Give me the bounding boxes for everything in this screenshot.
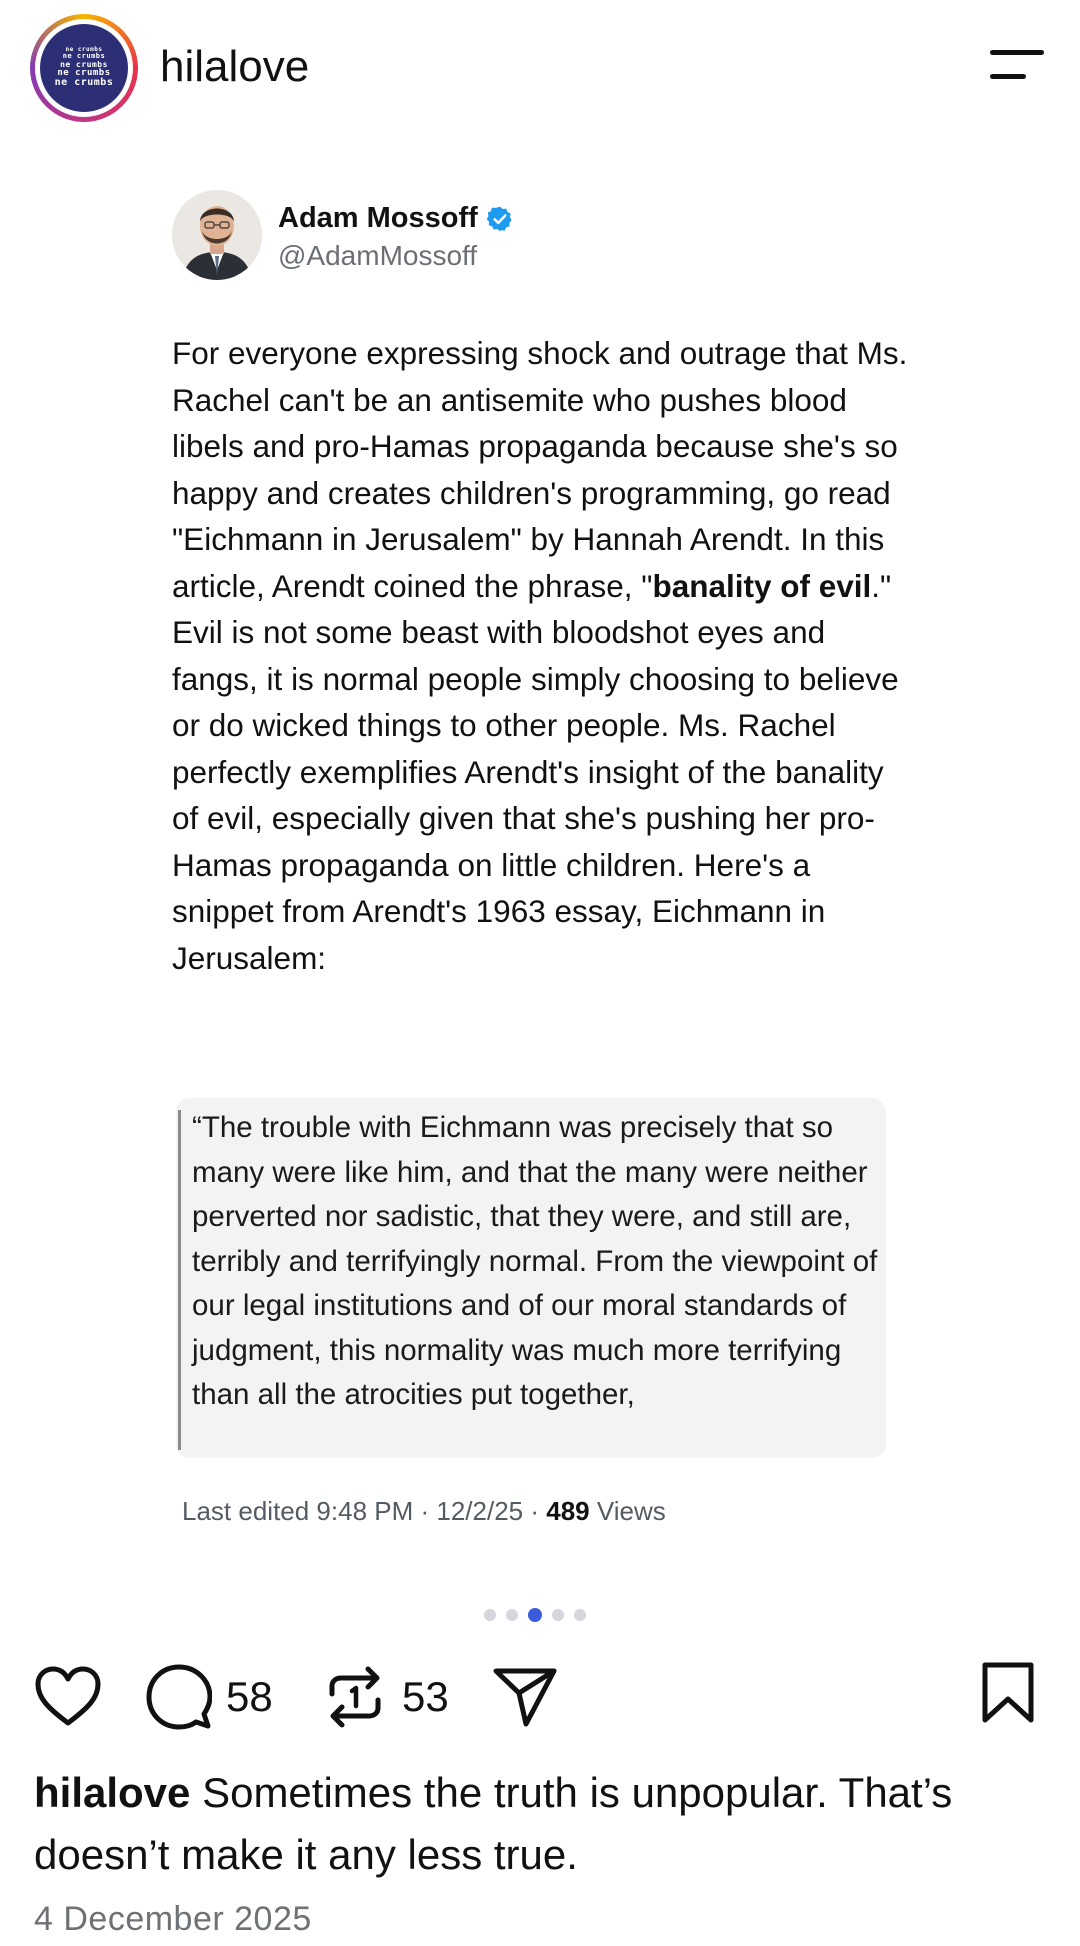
post-caption [34,1762,1044,1886]
repost-count: 53 [402,1673,449,1720]
profile-avatar[interactable] [30,14,138,122]
caption-text: Sometimes the truth is unpopular. That’s doesn’t make it any less true. [34,1769,953,1878]
person-portrait-icon [172,190,262,280]
share-button[interactable] [492,1666,558,1728]
caption-username[interactable]: hilalove [34,1769,191,1816]
tweet-body-text: For everyone expressing shock and outrage that Ms. Rachel can't be an antisemite who pushes blood libels and pro-Hamas propaganda because she's so happy and creates children's programming, go read "Eichmann in Jerusalem" by Hannah Arendt. In this article, Arendt coined the phrase, " [172,335,908,604]
tweet-author-handle: @AdamMossoff [278,240,478,271]
post-header [0,0,1080,140]
avatar-logo-line: ne crumbs [65,46,103,54]
tweet-meta [182,1496,666,1527]
repost-button[interactable] [322,1664,449,1730]
post-username[interactable]: hilalove [160,42,310,91]
avatar-logo [40,24,128,112]
carousel-indicator [484,1608,586,1622]
tweet-body [172,330,912,981]
meta-separator: · [523,1496,547,1526]
carousel-dot[interactable] [552,1609,564,1621]
avatar-logo-line: ne crumbs [62,52,106,61]
tweet-body-bold: banality of evil [652,567,872,604]
tweet-body-text: ." Evil is not some beast with bloodshot eyes and fangs, it is normal people simply choosing to believe or do wicked things to other people. Ms. Rachel perfectly exemplifies Arendt's insight of the banality of evil, especially given that she's pushing her pro-Hamas propaganda on little children. Here's a snippet from Arendt's 1963 essay, Eichmann in Jerusalem: [172,567,899,976]
bookmark-icon [980,1662,1036,1724]
send-icon [492,1666,558,1728]
comment-button[interactable] [146,1664,273,1730]
quote-block [176,1098,886,1458]
carousel-dot-active[interactable] [528,1608,542,1622]
hamburger-menu-icon[interactable] [986,48,1046,88]
heart-icon [34,1666,102,1728]
tweet-author-name-row [278,202,514,235]
carousel-dot[interactable] [574,1609,586,1621]
avatar-logo-line: ne crumbs [57,68,111,79]
tweet-views-label: Views [596,1496,666,1526]
carousel-dot[interactable] [506,1609,518,1621]
tweet-views-count: 489 [546,1496,590,1526]
post-date: 4 December 2025 [34,1900,312,1938]
tweet-author-avatar [172,190,262,280]
action-bar [0,1660,1080,1740]
repost-icon [322,1664,388,1730]
comment-icon [146,1664,212,1730]
comment-count: 58 [226,1673,273,1720]
quote-bar [178,1110,181,1450]
avatar-logo-line: ne crumbs [54,77,114,89]
tweet-author-name: Adam Mossoff [278,202,478,234]
like-button[interactable] [34,1666,102,1728]
avatar-logo-line: ne crumbs [60,59,108,69]
carousel-dot[interactable] [484,1609,496,1621]
bookmark-button[interactable] [980,1662,1036,1724]
verified-badge-icon [486,205,514,233]
tweet-edited-time: Last edited 9:48 PM · 12/2/25 [182,1496,524,1526]
quote-text: “The trouble with Eichmann was precisely that so many were like him, and that the many were neither perverted nor sadistic, that they were, and still are, terribly and terrifyingly normal. From the viewpoint of our legal institutions and of our moral standards of judgment, this normality was much more terrifying than all the atrocities put together, [192,1111,878,1411]
